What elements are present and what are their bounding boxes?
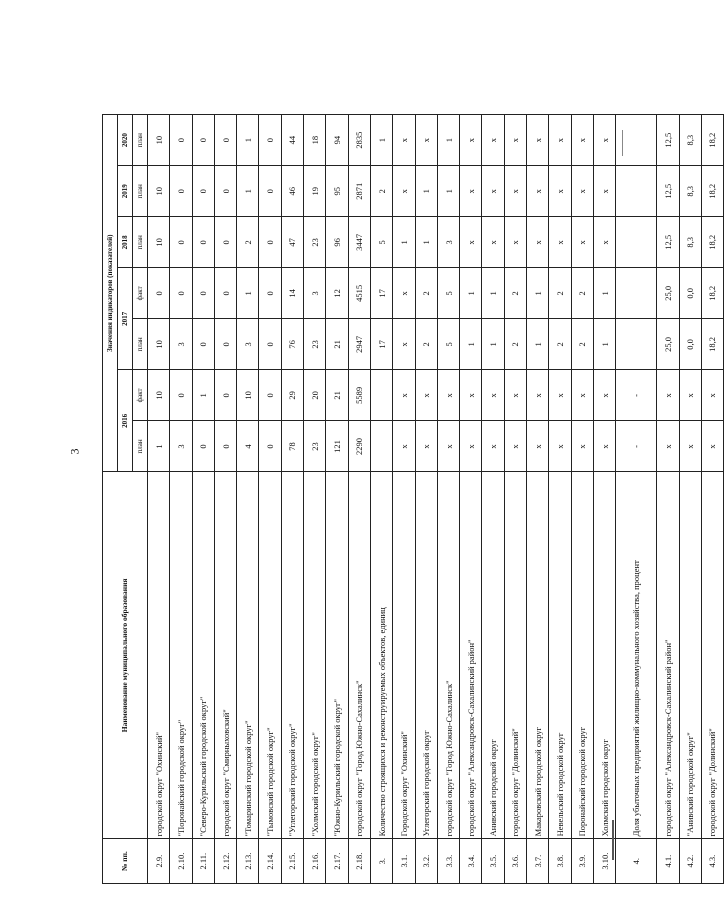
indicator-value: 0: [214, 319, 236, 370]
indicator-value: x: [504, 421, 526, 472]
indicator-value: [370, 370, 392, 421]
indicator-value: 10: [237, 370, 259, 421]
municipality-name: городской округ "Город Южно-Сахалинск": [348, 472, 370, 839]
indicator-value: 46: [281, 166, 303, 217]
indicator-value: 10: [148, 166, 170, 217]
indicator-value: 3: [304, 268, 326, 319]
indicator-value: [616, 217, 657, 268]
indicator-value: [616, 268, 657, 319]
indicator-value: 2: [571, 319, 593, 370]
indicator-value: x: [482, 370, 504, 421]
indicator-value: x: [504, 370, 526, 421]
indicator-value: 5589: [348, 370, 370, 421]
header-plan: план: [133, 115, 148, 166]
indicator-value: 3447: [348, 217, 370, 268]
indicator-value: [370, 421, 392, 472]
table-row: [571, 115, 593, 884]
table-row: [348, 115, 370, 884]
table-row: [679, 115, 701, 884]
row-number: 3.6.: [504, 839, 526, 884]
table-row: [701, 115, 723, 884]
row-number: 2.16.: [304, 839, 326, 884]
indicator-value: 0: [170, 166, 192, 217]
indicator-value: 5: [437, 319, 459, 370]
indicator-value: x: [527, 370, 549, 421]
indicator-value: 78: [281, 421, 303, 472]
indicator-value: x: [393, 421, 415, 472]
indicator-value: 8,3: [679, 217, 701, 268]
indicator-value: 18,2: [701, 115, 723, 166]
indicator-value: x: [393, 268, 415, 319]
row-number: 2.17.: [326, 839, 348, 884]
header-plan: план: [133, 217, 148, 268]
page-number: 3: [67, 448, 82, 455]
indicator-value: x: [415, 115, 437, 166]
indicator-value: x: [482, 217, 504, 268]
indicator-value: 0: [148, 268, 170, 319]
indicator-value: 2: [370, 166, 392, 217]
municipality-name: Макаровский городской округ: [527, 472, 549, 839]
municipality-name: "Углегорский городской округ": [281, 472, 303, 839]
header-plan: план: [133, 421, 148, 472]
row-number: 3.: [370, 839, 392, 884]
indicator-value: 10: [148, 217, 170, 268]
table-row: [259, 115, 281, 884]
header-plan: план: [133, 319, 148, 370]
indicator-value: x: [701, 370, 723, 421]
table-row: [460, 115, 482, 884]
row-number: 2.15.: [281, 839, 303, 884]
indicator-value: x: [657, 421, 679, 472]
indicator-value: 4515: [348, 268, 370, 319]
indicator-value: x: [527, 166, 549, 217]
indicator-value: x: [460, 115, 482, 166]
row-number: 2.10.: [170, 839, 192, 884]
municipality-name: "Томаринский городской округ": [237, 472, 259, 839]
indicator-value: 1: [237, 268, 259, 319]
municipality-name: городской округ "Охинский": [148, 472, 170, 839]
indicator-value: x: [679, 421, 701, 472]
indicator-value: x: [527, 421, 549, 472]
indicator-value: 0: [259, 115, 281, 166]
indicator-value: 1: [237, 115, 259, 166]
indicator-value: x: [527, 217, 549, 268]
indicator-value: x: [593, 217, 615, 268]
indicator-value: 3: [170, 319, 192, 370]
indicator-value: x: [393, 115, 415, 166]
table-row: [326, 115, 348, 884]
indicator-value: x: [549, 115, 571, 166]
indicator-value: 0: [170, 115, 192, 166]
header-fact: факт: [133, 268, 148, 319]
indicator-value: 0: [259, 268, 281, 319]
row-number: 4.3.: [701, 839, 723, 884]
indicator-value: 1: [593, 268, 615, 319]
indicator-value: 10: [148, 115, 170, 166]
municipality-name: городской округ "Долинский": [701, 472, 723, 839]
indicator-value: -: [616, 421, 657, 472]
header-fact: факт: [133, 370, 148, 421]
indicator-value: 1: [237, 166, 259, 217]
indicator-value: x: [460, 421, 482, 472]
indicator-value: [616, 319, 657, 370]
header-indicator-values: Значения индикаторов (показателей): [103, 115, 118, 472]
indicator-value: 0: [259, 319, 281, 370]
indicator-value: 1: [437, 166, 459, 217]
indicator-value: 2: [549, 268, 571, 319]
table-row: [504, 115, 526, 884]
table-row: [616, 115, 657, 884]
row-number: 3.9.: [571, 839, 593, 884]
municipality-name: "Тымовский городской округ": [259, 472, 281, 839]
indicator-value: 5: [437, 268, 459, 319]
indicator-value: 0: [259, 370, 281, 421]
municipality-name: Углегорский городской округ: [415, 472, 437, 839]
indicator-value: 5: [370, 217, 392, 268]
indicator-value: 17: [370, 268, 392, 319]
indicator-value: 18,2: [701, 166, 723, 217]
header-year-2020: 2020: [118, 115, 133, 166]
table-row: [549, 115, 571, 884]
row-number: 3.4.: [460, 839, 482, 884]
indicator-value: x: [593, 115, 615, 166]
rotated-table-container: [102, 114, 718, 884]
row-number: 3.10.: [593, 839, 615, 884]
indicator-value: 0,0: [679, 319, 701, 370]
header-name: Наименование муниципального образования: [103, 472, 148, 839]
indicator-value: x: [504, 217, 526, 268]
municipality-name: Невельский городской округ: [549, 472, 571, 839]
indicator-value: 44: [281, 115, 303, 166]
municipality-name: "Холмский городской округ": [304, 472, 326, 839]
municipality-name: "Южно-Курильский городской округ": [326, 472, 348, 839]
indicator-value: 29: [281, 370, 303, 421]
indicator-value: 18,2: [701, 268, 723, 319]
indicator-value: 19: [304, 166, 326, 217]
indicator-value: 0,0: [679, 268, 701, 319]
table-row: [527, 115, 549, 884]
indicator-value: 8,3: [679, 115, 701, 166]
indicator-value: 0: [214, 217, 236, 268]
indicator-value: 2: [571, 268, 593, 319]
indicator-value: 1: [482, 319, 504, 370]
indicator-value: x: [482, 115, 504, 166]
indicator-value: x: [460, 217, 482, 268]
indicator-value: 2947: [348, 319, 370, 370]
indicator-value: x: [549, 370, 571, 421]
municipality-name: Поронайский городской округ: [571, 472, 593, 839]
indicator-value: 0: [214, 421, 236, 472]
row-number: 2.9.: [148, 839, 170, 884]
indicator-value: 0: [170, 268, 192, 319]
indicator-value: x: [415, 370, 437, 421]
indicator-value: 20: [304, 370, 326, 421]
indicator-value: 2871: [348, 166, 370, 217]
indicator-value: x: [593, 421, 615, 472]
municipality-name: Анивский городской округ: [482, 472, 504, 839]
indicator-value: 0: [192, 217, 214, 268]
indicator-value: x: [393, 166, 415, 217]
indicator-value: x: [460, 370, 482, 421]
indicator-value: 8,3: [679, 166, 701, 217]
indicator-value: x: [504, 166, 526, 217]
table-row: [148, 115, 170, 884]
indicator-value: 2: [415, 268, 437, 319]
indicator-value: 2: [504, 319, 526, 370]
row-number: 4.1.: [657, 839, 679, 884]
header-plan: план: [133, 166, 148, 217]
indicator-value: 18: [304, 115, 326, 166]
indicator-value: x: [393, 319, 415, 370]
indicator-value: 14: [281, 268, 303, 319]
indicator-value: 0: [214, 166, 236, 217]
indicator-value: x: [701, 421, 723, 472]
header-year-2018: 2018: [118, 217, 133, 268]
municipality-name: городской округ "Александровск-Сахалинский район": [460, 472, 482, 839]
row-number: 2.12.: [214, 839, 236, 884]
indicator-value: 0: [214, 115, 236, 166]
indicator-value: x: [437, 370, 459, 421]
indicator-value: 1: [460, 319, 482, 370]
indicator-value: 1: [393, 217, 415, 268]
indicator-value: 1: [437, 115, 459, 166]
row-number: 4.: [616, 839, 657, 884]
indicator-value: 10: [148, 319, 170, 370]
indicator-value: 3: [437, 217, 459, 268]
indicator-value: 3: [170, 421, 192, 472]
row-number: 2.14.: [259, 839, 281, 884]
indicator-value: 2: [549, 319, 571, 370]
indicator-value: x: [549, 166, 571, 217]
indicator-value: 0: [192, 166, 214, 217]
table-row: [214, 115, 236, 884]
indicator-value: x: [593, 370, 615, 421]
indicator-value: 95: [326, 166, 348, 217]
indicator-value: 18,2: [701, 217, 723, 268]
indicator-value: 0: [214, 268, 236, 319]
indicator-value: 0: [259, 166, 281, 217]
indicator-value: [616, 166, 657, 217]
municipality-name: городской округ "Александровск-Сахалинский район": [657, 472, 679, 839]
indicator-value: x: [482, 166, 504, 217]
table-row: [657, 115, 679, 884]
indicator-value: 25,0: [657, 268, 679, 319]
header-year-2019: 2019: [118, 166, 133, 217]
indicator-value: 0: [170, 370, 192, 421]
row-number: 4.2.: [679, 839, 701, 884]
indicator-value: 2: [415, 319, 437, 370]
indicator-value: x: [393, 370, 415, 421]
indicator-value: 1: [593, 319, 615, 370]
table-row: [415, 115, 437, 884]
table-row: [237, 115, 259, 884]
indicator-value: 23: [304, 319, 326, 370]
indicator-value: x: [549, 421, 571, 472]
indicator-value: x: [415, 421, 437, 472]
municipality-name: "Анивский городской округ": [679, 472, 701, 839]
indicator-value: 21: [326, 319, 348, 370]
indicator-value: 12,5: [657, 166, 679, 217]
indicator-value: 0: [259, 217, 281, 268]
indicator-value: 0: [170, 217, 192, 268]
municipality-name: "Северо-Курильский городской округ": [192, 472, 214, 839]
row-number: 3.1.: [393, 839, 415, 884]
row-number: 3.3.: [437, 839, 459, 884]
indicator-value: 1: [460, 268, 482, 319]
municipality-name: Доля убыточных предприятий жилищно-коммунального хозяйства, процент: [616, 472, 657, 839]
indicator-value: 4: [237, 421, 259, 472]
row-number: 3.7.: [527, 839, 549, 884]
municipality-name: городской округ "Долинский": [504, 472, 526, 839]
indicator-value: 2: [237, 217, 259, 268]
indicator-value: 21: [326, 370, 348, 421]
indicator-value: 2: [504, 268, 526, 319]
indicator-value: x: [482, 421, 504, 472]
table-row: [192, 115, 214, 884]
header-row-group: [103, 115, 118, 884]
indicator-value: 2290: [348, 421, 370, 472]
indicator-value: x: [504, 115, 526, 166]
municipality-name: "Поронайский городской округ": [170, 472, 192, 839]
indicator-value: 47: [281, 217, 303, 268]
indicator-value: 1: [527, 319, 549, 370]
row-number: 2.18.: [348, 839, 370, 884]
indicator-value: x: [593, 166, 615, 217]
indicator-value: 0: [214, 370, 236, 421]
indicator-value: x: [527, 115, 549, 166]
indicator-value: 1: [527, 268, 549, 319]
indicator-value: 1: [415, 166, 437, 217]
municipality-name: городской округ "Город Южно-Сахалинск": [437, 472, 459, 839]
indicator-value: 12,5: [657, 217, 679, 268]
indicator-value: 25,0: [657, 319, 679, 370]
table-row: [593, 115, 615, 884]
indicator-value: 94: [326, 115, 348, 166]
indicator-value: 0: [192, 268, 214, 319]
table-row: [370, 115, 392, 884]
indicator-value: 10: [148, 370, 170, 421]
table-body: [148, 115, 724, 884]
indicator-value: 23: [304, 217, 326, 268]
table-row: [393, 115, 415, 884]
indicator-value: 121: [326, 421, 348, 472]
row-number: 3.5.: [482, 839, 504, 884]
indicator-value: 96: [326, 217, 348, 268]
scan-artifact-mark: [612, 820, 614, 860]
indicator-value: x: [571, 166, 593, 217]
indicator-value: 12,5: [657, 115, 679, 166]
header-year-2016: 2016: [118, 370, 133, 472]
municipality-name: Количество строящихся и реконструируемых объектов, единиц: [370, 472, 392, 839]
header-num: № пп.: [103, 839, 148, 884]
indicator-value: 2835: [348, 115, 370, 166]
municipality-name: городской округ "Смирныховский": [214, 472, 236, 839]
municipality-name: Городской округ "Охинский": [393, 472, 415, 839]
indicator-value: 0: [192, 115, 214, 166]
row-number: 2.13.: [237, 839, 259, 884]
indicator-value: x: [657, 370, 679, 421]
table-row: [170, 115, 192, 884]
row-number: 3.2.: [415, 839, 437, 884]
indicator-value: 23: [304, 421, 326, 472]
scan-artifact-mark: [622, 130, 623, 156]
indicator-value: x: [437, 421, 459, 472]
indicator-value: x: [460, 166, 482, 217]
indicator-value: 1: [192, 370, 214, 421]
table-row: [482, 115, 504, 884]
indicator-value: x: [571, 421, 593, 472]
indicator-value: 1: [415, 217, 437, 268]
indicator-value: 0: [192, 421, 214, 472]
indicator-value: 1: [370, 115, 392, 166]
indicator-value: x: [571, 217, 593, 268]
table-row: [437, 115, 459, 884]
indicator-value: 1: [148, 421, 170, 472]
indicator-value: -: [616, 370, 657, 421]
indicator-value: x: [571, 115, 593, 166]
municipality-name: Холмский городской округ: [593, 472, 615, 839]
indicator-value: x: [571, 370, 593, 421]
indicator-table: [102, 114, 724, 884]
indicator-value: x: [549, 217, 571, 268]
indicator-value: 76: [281, 319, 303, 370]
table-row: [281, 115, 303, 884]
header-year-2017: 2017: [118, 268, 133, 370]
indicator-value: 17: [370, 319, 392, 370]
indicator-value: 3: [237, 319, 259, 370]
indicator-value: 0: [259, 421, 281, 472]
table-row: [304, 115, 326, 884]
indicator-value: x: [679, 370, 701, 421]
row-number: 3.8.: [549, 839, 571, 884]
indicator-value: 12: [326, 268, 348, 319]
indicator-value: 18,2: [701, 319, 723, 370]
indicator-value: 1: [482, 268, 504, 319]
indicator-value: 0: [192, 319, 214, 370]
row-number: 2.11.: [192, 839, 214, 884]
